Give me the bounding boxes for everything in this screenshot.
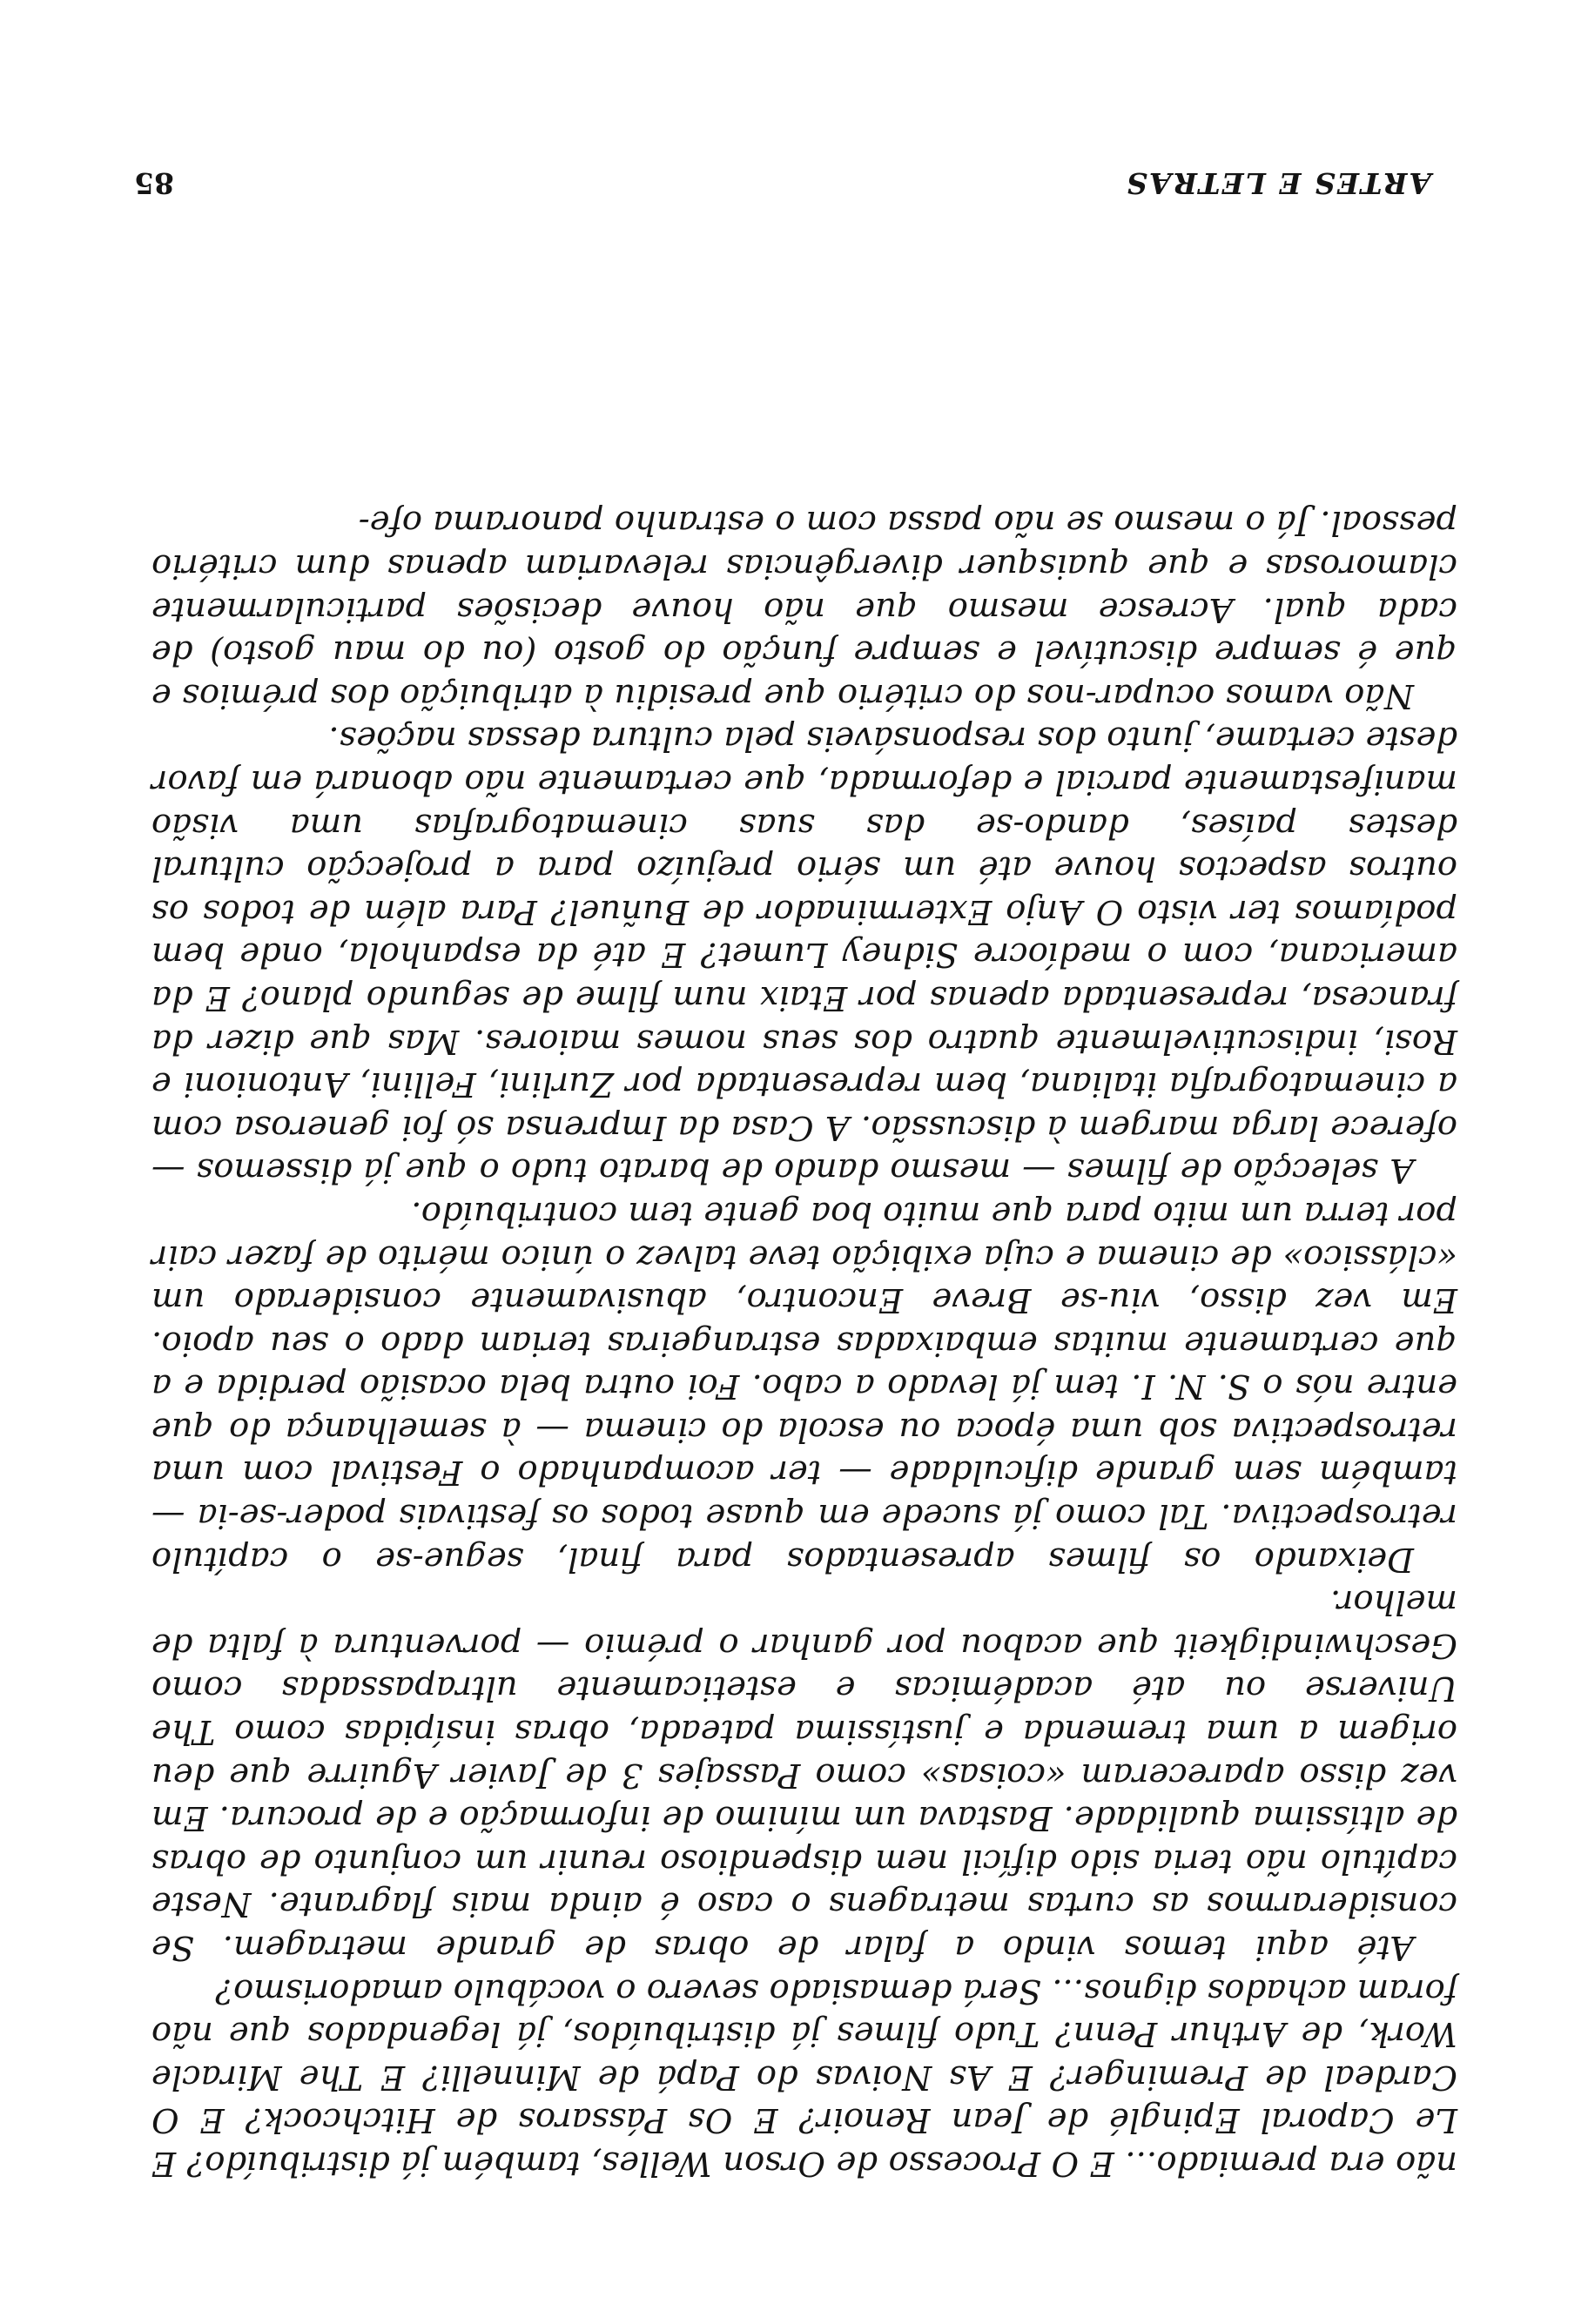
page-number: 85 — [134, 166, 174, 200]
body-text — [151, 501, 1457, 2185]
paragraph: não era premiado... E O Processo de Orson Welles, também já distribuído? E Le Caporal Epinglé de Jean Renoir? E Os Pássaros de Hitchcock? E O Cardeal de Preminger? E As Noivas do Papá de Minnelli? E The Miracle Work, de Arthur Penn? Tudo filmes já distribuídos, já legendados que não foram achados dignos... Será demasiado severo o vocábulo amadorismo? — [151, 1971, 1457, 2183]
paragraph: Até aqui temos vindo a falar de obras de grande metragem. Se considerarmos as curtas metragens o caso é ainda mais flagrante. Neste capítulo não teria sido difícil nem dispendioso reunir um conjunto de obras de altíssima qualidade. Bastava um mínimo de informação e de procura. Em vez disso apareceram «coisas» como Passajes 3 de Javier Aguirre que deu origem a uma tremenda e justíssima pateada, obras insípidas como The Universe ou até académicas e esteticamente ultrapassadas como Geschwindigkeit que acabou por ganhar o prémio — porventura à falta de melhor. — [151, 1582, 1457, 1968]
running-header — [134, 166, 1431, 200]
paragraph: A selecção de filmes — mesmo dando de barato tudo o que já dissemos — oferece larga margem à discussão. A Casa da Imprensa só foi generosa com a cinematografia italiana, bem representada por Zurlini, Fellini, Antonioni e Rosi, indiscutivelmente quatro dos seus nomes maiores. Mas que dizer da francesa, representada apenas por Etaix num filme de segundo plano? E da americana, com o medíocre Sidney Lumet? E até da espanhola, onde bem podíamos ter visto O Anjo Exterminador de Buñuel? Para além de todos os outros aspectos houve até um sério prejuízo para a projecção cultural destes países, dando-se das suas cinematografias uma visão manifestamente parcial e deformada, que certamente não abonará em favor deste certame, junto dos responsáveis pela cultura dessas nações. — [151, 719, 1457, 1191]
running-title: ARTES E LETRAS — [1125, 166, 1431, 200]
paragraph: Não vamos ocupar-nos do critério que presidiu à atribuição dos prémios e que é sempre discutível e sempre função do gosto (ou do mau gosto) de cada qual. Acresce mesmo que não houve decisões particularmente clamorosas e que quaisquer divergências relevariam apenas dum critério pessoal. Já o mesmo se não passa com o estranho panorama ofe- — [151, 503, 1457, 715]
paragraph: Deixando os filmes apresentados para final, segue-se o capítulo retrospectiva. Tal como já sucede em quase todos os festivais poder-se-ia — também sem grande dificuldade — ter acompanhado o Festival com uma retrospectiva sob uma época ou escola do cinema — à semelhança do que entre nós o S. N. I. tem já levado a cabo. Foi outra bela ocasião perdida e a que certamente muitas embaixadas estrangeiras teriam dado o seu apoio. Em vez disso, viu-se Breve Encontro, abusivamente considerado um «clássico» de cinema e cuja exibição teve talvez o único mérito de fazer cair por terra um mito para que muito boa gente tem contribuído. — [151, 1193, 1457, 1579]
